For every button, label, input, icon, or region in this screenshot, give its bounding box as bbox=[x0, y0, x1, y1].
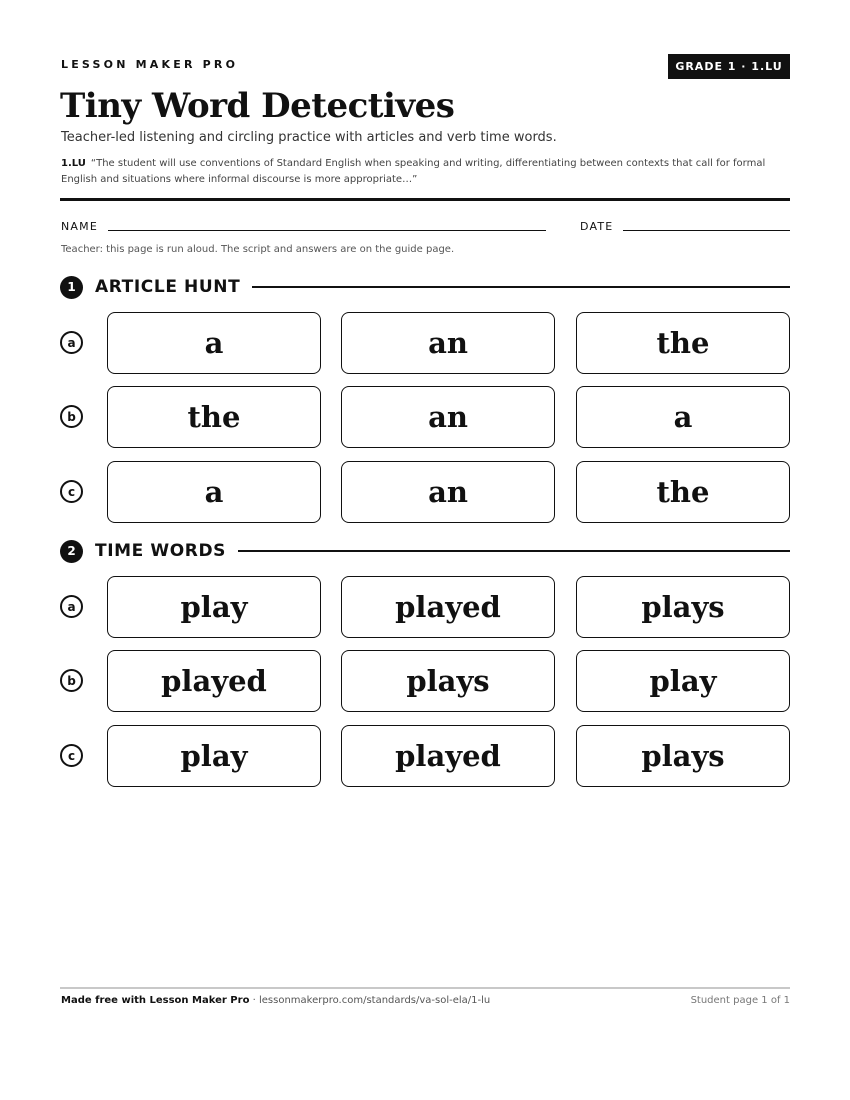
word-choice[interactable]: plays bbox=[341, 650, 555, 712]
word-choice[interactable]: play bbox=[107, 576, 321, 638]
question-row bbox=[60, 386, 790, 448]
row-letter: a bbox=[60, 595, 83, 618]
row-letter: c bbox=[60, 480, 83, 503]
word-choice[interactable]: plays bbox=[576, 576, 790, 638]
word-choice[interactable]: played bbox=[341, 725, 555, 787]
section-number: 1 bbox=[60, 276, 83, 299]
footer-credit bbox=[61, 995, 490, 1006]
page-title: Tiny Word Detectives bbox=[60, 86, 455, 126]
word-choice[interactable]: played bbox=[107, 650, 321, 712]
row-letter: b bbox=[60, 669, 83, 692]
row-letter: a bbox=[60, 331, 83, 354]
word-choice[interactable]: play bbox=[576, 650, 790, 712]
section-header-article-hunt bbox=[60, 275, 790, 299]
header-divider bbox=[60, 198, 790, 201]
footer-divider bbox=[60, 987, 790, 989]
section-rule bbox=[238, 550, 790, 552]
row-letter: c bbox=[60, 744, 83, 767]
footer-url-link[interactable]: lessonmakerpro.com/standards/va-sol-ela/1-lu bbox=[258, 995, 491, 1006]
question-row bbox=[60, 576, 790, 638]
section-rule bbox=[252, 286, 790, 288]
section-title: ARTICLE HUNT bbox=[95, 277, 241, 297]
question-row bbox=[60, 312, 790, 374]
brand-label: LESSON MAKER PRO bbox=[61, 58, 239, 71]
word-choice[interactable]: an bbox=[341, 312, 555, 374]
word-choice[interactable]: play bbox=[107, 725, 321, 787]
word-choice[interactable]: the bbox=[107, 386, 321, 448]
section-header-time-words bbox=[60, 539, 790, 563]
word-choice[interactable]: an bbox=[341, 461, 555, 523]
word-choice[interactable]: played bbox=[341, 576, 555, 638]
word-choice[interactable]: a bbox=[107, 461, 321, 523]
question-row bbox=[60, 650, 790, 712]
page-subtitle: Teacher-led listening and circling practice with articles and verb time words. bbox=[61, 130, 557, 145]
question-row bbox=[60, 725, 790, 787]
word-choice[interactable]: the bbox=[576, 312, 790, 374]
footer-page-number: Student page 1 of 1 bbox=[690, 995, 790, 1006]
footer-made-with: Made free with Lesson Maker Pro bbox=[61, 995, 250, 1006]
grade-badge: GRADE 1 · 1.LU bbox=[668, 54, 790, 79]
footer-separator: · bbox=[249, 995, 259, 1006]
standard-text: “The student will use conventions of Standard English when speaking and writing, differentiating between contexts that call for formal English and situations where informal discourse is more appropriate…” bbox=[61, 158, 766, 185]
word-choice[interactable]: plays bbox=[576, 725, 790, 787]
row-letter: b bbox=[60, 405, 83, 428]
standard-code: 1.LU bbox=[61, 158, 86, 169]
word-choice[interactable]: a bbox=[107, 312, 321, 374]
section-title: TIME WORDS bbox=[95, 541, 227, 561]
word-choice[interactable]: a bbox=[576, 386, 790, 448]
word-choice[interactable]: an bbox=[341, 386, 555, 448]
name-line[interactable] bbox=[108, 230, 546, 231]
teacher-note: Teacher: this page is run aloud. The script and answers are on the guide page. bbox=[61, 244, 455, 255]
date-line[interactable] bbox=[623, 230, 790, 231]
date-label: DATE bbox=[580, 220, 614, 233]
name-label: NAME bbox=[61, 220, 98, 233]
standard-statement bbox=[61, 156, 791, 188]
word-choice[interactable]: the bbox=[576, 461, 790, 523]
section-number: 2 bbox=[60, 540, 83, 563]
question-row bbox=[60, 461, 790, 523]
